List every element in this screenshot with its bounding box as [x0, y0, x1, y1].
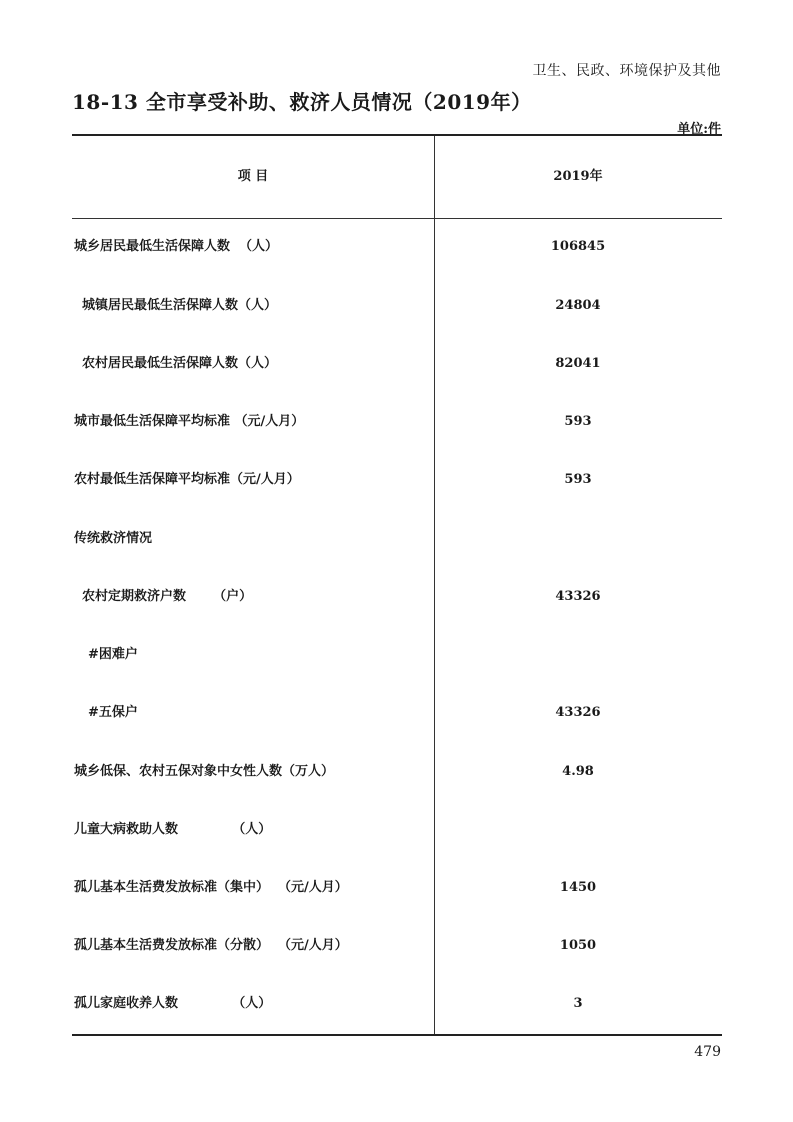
table-row: [72, 819, 722, 841]
row-value: 593: [564, 472, 592, 487]
row-label: 城市最低生活保障平均标准 （元/人月）: [74, 414, 305, 429]
row-value: 24804: [555, 298, 601, 313]
column-header-item: 项 目: [237, 169, 269, 184]
row-value: 4.98: [562, 764, 594, 779]
table-row: [72, 993, 722, 1015]
table-row: [72, 353, 722, 375]
row-label: 城镇居民最低生活保障人数（人）: [82, 298, 278, 313]
data-table: [72, 134, 722, 1036]
table-row: [72, 295, 722, 317]
page-title: 18-13 全市享受补助、救济人员情况（2019年）: [72, 90, 532, 114]
row-value: 43326: [555, 589, 601, 604]
table-row: [72, 935, 722, 957]
row-value: 593: [564, 414, 592, 429]
row-label: 孤儿基本生活费发放标准（分散） （元/人月）: [74, 938, 348, 953]
row-label: 孤儿基本生活费发放标准（集中） （元/人月）: [74, 880, 348, 895]
row-value: 1450: [559, 880, 597, 895]
column-divider: [434, 136, 435, 1034]
table-row: [72, 528, 722, 550]
table-row: [72, 469, 722, 491]
table-row: [72, 411, 722, 433]
unit-label: 单位:件: [677, 122, 721, 137]
table-header-row: [72, 136, 722, 219]
page-number: 479: [694, 1044, 721, 1060]
table-row: [72, 761, 722, 783]
row-label: 传统救济情况: [74, 531, 153, 546]
row-label: 农村居民最低生活保障人数（人）: [82, 356, 278, 371]
row-label: 城乡居民最低生活保障人数 （人）: [74, 239, 279, 254]
row-value: 1050: [559, 938, 597, 953]
table-row: [72, 586, 722, 608]
row-value: 43326: [555, 705, 601, 720]
table-row: [72, 236, 722, 258]
table-row: [72, 702, 722, 724]
row-label: #五保户: [88, 705, 138, 720]
row-value: 106845: [550, 239, 606, 254]
row-label: 农村定期救济户数 （户）: [82, 589, 253, 604]
row-label: #困难户: [88, 647, 138, 662]
row-label: 农村最低生活保障平均标准（元/人月）: [74, 472, 300, 487]
section-header: 卫生、民政、环境保护及其他: [532, 63, 721, 79]
row-label: 孤儿家庭收养人数 （人）: [74, 996, 272, 1011]
table-row: [72, 877, 722, 899]
row-value: 3: [573, 996, 583, 1011]
table-row: [72, 644, 722, 666]
column-header-year: 2019年: [553, 169, 603, 184]
row-label: 儿童大病救助人数 （人）: [74, 822, 272, 837]
row-label: 城乡低保、农村五保对象中女性人数（万人）: [74, 764, 335, 779]
row-value: 82041: [555, 356, 601, 371]
